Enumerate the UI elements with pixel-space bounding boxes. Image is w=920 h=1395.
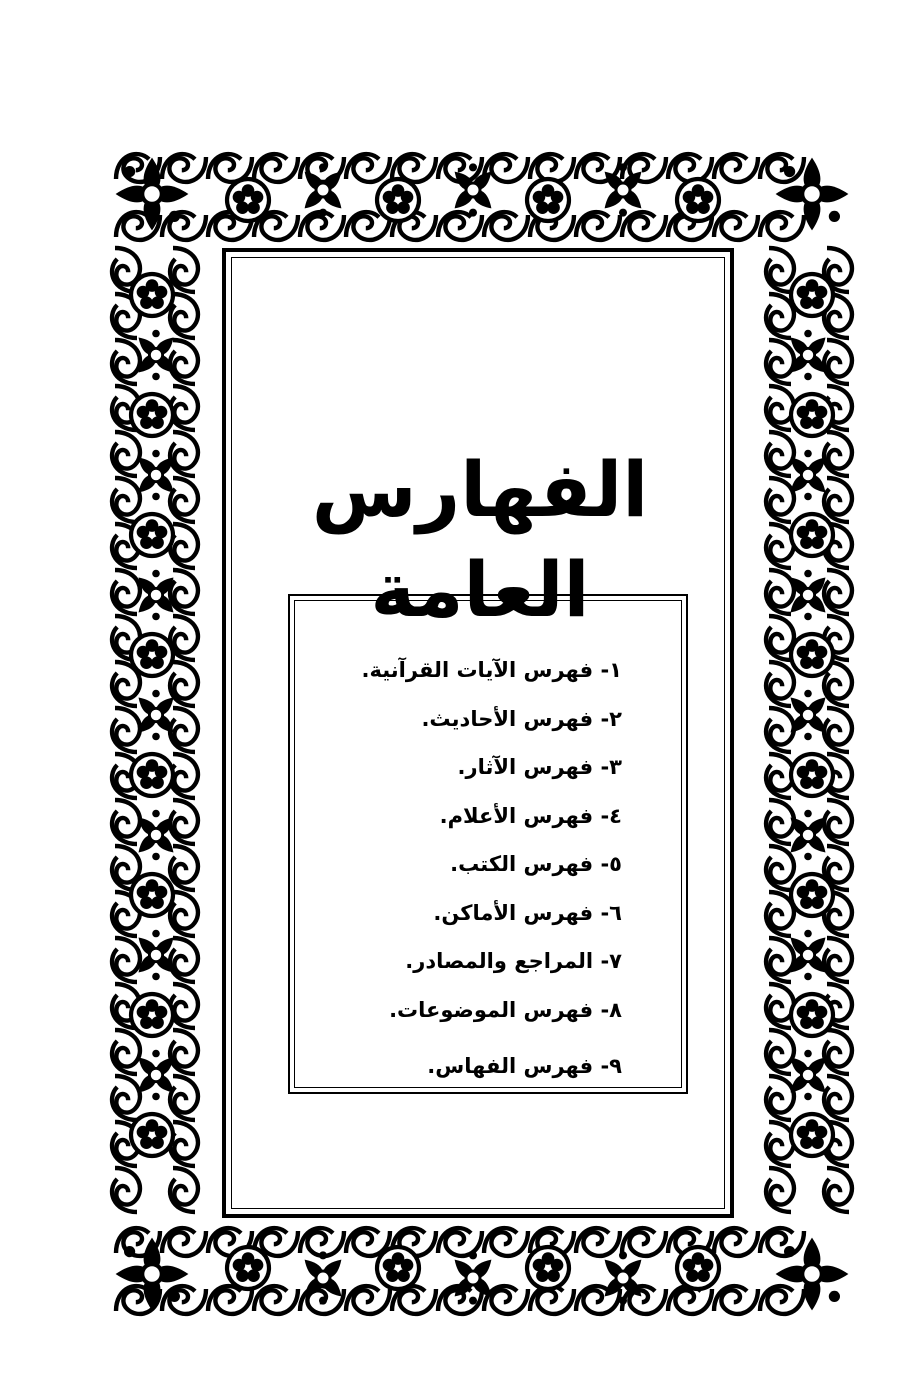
list-item: ٩- فهرس الفهاس.	[427, 1054, 622, 1078]
index-list	[300, 648, 622, 1093]
page-title: الفهارس العامة	[311, 445, 649, 634]
list-item: ١- فهرس الآيات القرآنية.	[361, 658, 622, 682]
list-item: ٣- فهرس الآثار.	[457, 755, 622, 779]
list-item: ٧- المراجع والمصادر.	[405, 949, 622, 973]
list-item: ٨- فهرس الموضوعات.	[389, 997, 622, 1022]
list-item: ٤- فهرس الأعلام.	[439, 803, 622, 828]
list-item: ٥- فهرس الكتب.	[450, 852, 622, 876]
list-item: ٢- فهرس الأحاديث.	[421, 706, 622, 731]
list-item: ٦- فهرس الأماكن.	[433, 900, 622, 925]
